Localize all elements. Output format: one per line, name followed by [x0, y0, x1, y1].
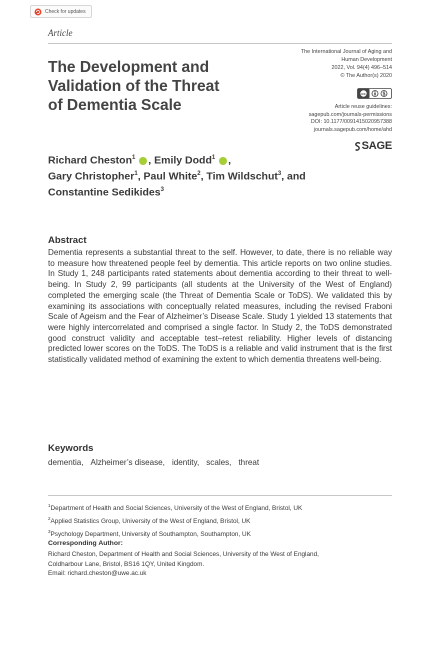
publisher-name: SAGE [361, 140, 392, 152]
svg-text:$: $ [382, 91, 386, 98]
journal-name-line: The International Journal of Aging and [300, 49, 392, 55]
author-affiliation-marker: 3 [277, 171, 282, 177]
refresh-icon [34, 8, 42, 16]
corresponding-email-link[interactable]: Email: richard.cheston@uwe.ac.uk [48, 570, 147, 578]
affiliation-item [48, 527, 392, 540]
affiliations [48, 501, 392, 539]
creative-commons-badge [357, 88, 392, 99]
author-name: Paul White [143, 170, 198, 183]
keyword: dementia, [48, 458, 84, 467]
keyword: identity, [171, 458, 200, 467]
publisher-logo [352, 140, 392, 152]
sage-logo-icon [355, 142, 361, 151]
author-affiliation-marker: 3 [160, 187, 164, 193]
journal-info [254, 48, 392, 80]
keyword: scales, [206, 458, 232, 467]
article-type-label: Article [48, 28, 73, 38]
orcid-icon[interactable] [219, 157, 227, 165]
reuse-guidelines [254, 104, 392, 135]
permissions-link[interactable]: sagepub.com/journals-permissions [308, 111, 392, 118]
author-affiliation-marker: 2 [197, 171, 201, 177]
check-for-updates-label: Check for updates [45, 8, 86, 15]
corresponding-address-line: Richard Cheston, Department of Health and Social Sciences, University of the West of England, [48, 551, 319, 558]
affiliation-marker: 3 [48, 528, 51, 534]
orcid-icon[interactable] [139, 157, 147, 165]
title-line: The Development and [48, 59, 210, 76]
author-name: Constantine Sedikides [48, 186, 161, 199]
author-affiliation-marker: 1 [211, 155, 216, 161]
affiliation-text: Psychology Department, University of Southampton, Southampton, UK [50, 530, 251, 538]
article-title [48, 58, 258, 115]
affiliation-marker: 1 [48, 503, 51, 508]
copyright: © The Author(s) 2020 [340, 73, 392, 79]
footnote-divider [48, 495, 392, 496]
doi-link[interactable]: DOI: 10.1177/0091415020957388 [310, 119, 392, 126]
creative-commons-icon [357, 88, 392, 99]
header-divider [48, 43, 392, 44]
journal-name-line: Human Development [341, 57, 392, 63]
keywords-list [48, 458, 392, 467]
author-name: Gary Christopher [48, 170, 135, 183]
author-name: Emily Dodd [154, 154, 212, 167]
keyword: threat [238, 458, 260, 467]
keywords-heading: Keywords [48, 443, 94, 454]
corresponding-address-line: Coldharbour Lane, Bristol, BS16 1QY, United Kingdom. [48, 560, 205, 568]
author-list: Richard Cheston$^1$ , Emily Dodd$^1$ , Gary Christopher$^1$, Paul White$^2$, Tim Wildschut$^3$, and Constantine Sedikides$^3$ [48, 154, 306, 199]
affiliation-item [48, 514, 392, 527]
author-name: Richard Cheston [48, 154, 133, 167]
abstract-text: Dementia represents a substantial threat to the self. However, to date, there is no reliable way to measure how threatened people feel by dementia. This article reports on two online studies. In Study 1, 248 participants rated statements about dementia according to their threat to well-being. In Study 2, 99 participants (all students at the University of the West of England) completed the emerging scale (the Threat of Dementia Scale or ToDS). We validated this by examining its associations with conceptually related measures, including the revised Fraboni Scale of Ageism and the Fear of Alzheimer’s Disease Scale. Study 1 yielded 13 statements that were highly intercorrelated and comprised a single factor. In Study 2, the ToDS demonstrated good construct validity and acceptable test–retest reliability. Higher levels of distancing predicted lower scores on the ToDS. The ToDS is a reliable and valid instrument that is the first statistically validated method of examining the extent to which dementia threatens well-being. [48, 248, 392, 365]
title-line: of Dementia Scale [48, 97, 182, 114]
author-name: Tim Wildschut [206, 170, 278, 183]
affiliation-marker: 2 [48, 515, 51, 521]
affiliation-text: Applied Statistics Group, University of the West of England, Bristol, UK [50, 517, 251, 525]
corresponding-author-details [48, 550, 392, 579]
check-for-updates-button[interactable] [30, 5, 92, 18]
title-line: Validation of the Threat [48, 78, 220, 95]
journal-volume: 2022, Vol. 94(4) 496–514 [331, 65, 392, 71]
author-affiliation-marker: 1 [134, 171, 138, 177]
corresponding-author-heading: Corresponding Author: [48, 540, 123, 547]
keyword: Alzheimer’s disease, [90, 458, 165, 467]
journal-home-link[interactable]: journals.sagepub.com/home/ahd [313, 127, 392, 134]
affiliation-text: Department of Health and Social Sciences, University of the West of England, Bristol, UK [50, 505, 303, 513]
abstract-heading: Abstract [48, 235, 87, 246]
author-affiliation-marker: 1 [132, 155, 136, 161]
svg-text:cc: cc [361, 91, 366, 97]
affiliation-item [48, 501, 392, 514]
guidelines-label: Article reuse guidelines: [334, 104, 392, 110]
